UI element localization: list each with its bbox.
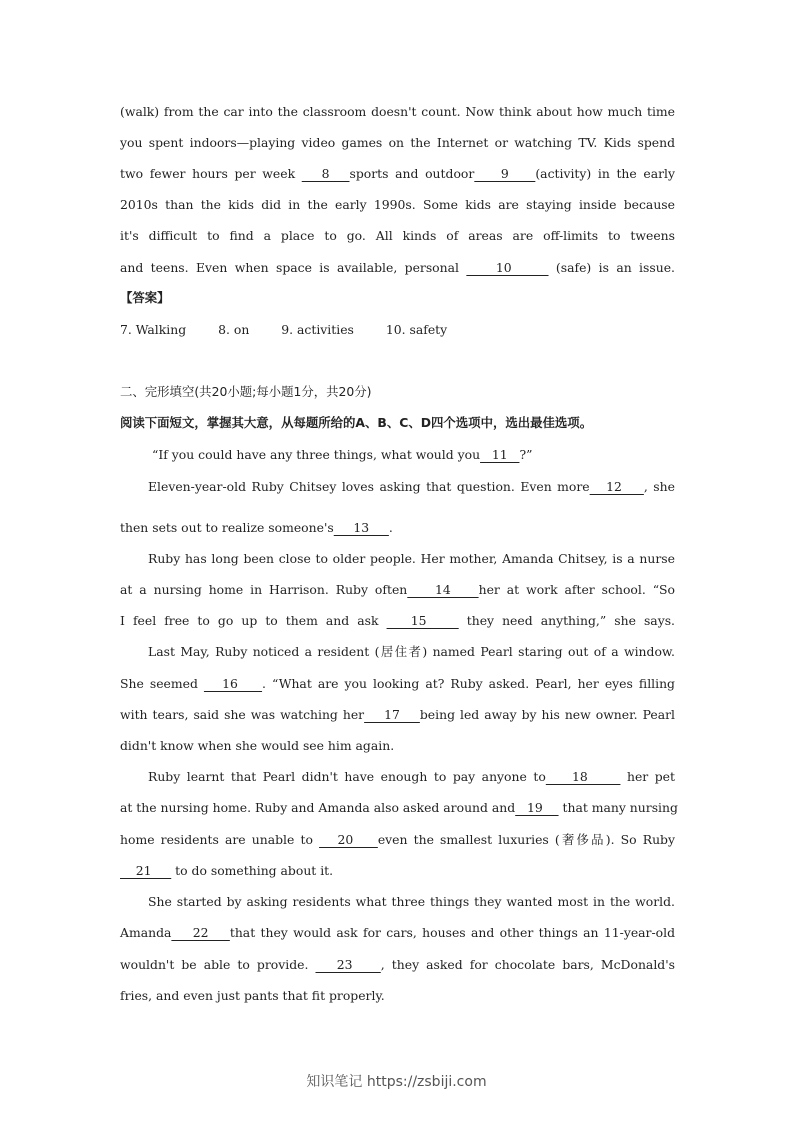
text-segment: “If you could have any three things, what would you: [152, 447, 481, 462]
text-segment: She seemed: [120, 676, 204, 691]
text-segment: being led away by his new owner. Pearl: [419, 707, 676, 722]
section2-title: 二、完形填空(共20小题;每小题1分，共20分): [120, 384, 372, 399]
passage1-line-3: [120, 166, 675, 182]
text-segment: Ruby has long been close to older people. Her mother, Amanda Chitsey, is a nurse: [148, 551, 675, 566]
passage1-line-6: [120, 260, 675, 276]
passage2-line-5: [120, 582, 675, 598]
text-segment: She started by asking residents what three things they wanted most in the world.: [148, 894, 675, 909]
passage2-line-1: [152, 447, 679, 463]
text-segment: with tears, said she was watching her: [120, 707, 365, 722]
passage2-line-14: [120, 863, 675, 879]
blank-13: 13: [333, 520, 389, 535]
passage2-line-6: [120, 613, 675, 629]
text-segment: even the smallest luxuries (奢侈品). So Ruby: [377, 832, 675, 847]
passage2-line-2: [148, 479, 675, 495]
blank-17: 17: [364, 707, 420, 722]
answer-10: 10. safety: [385, 322, 448, 337]
blank-9: 9: [474, 166, 536, 181]
answer-9: 9. activities: [281, 322, 354, 337]
passage2-line-4: [148, 551, 675, 567]
text-segment: that they would ask for cars, houses and other things an 11-year-old: [229, 925, 675, 940]
text-segment: didn't know when she would see him again.: [120, 738, 395, 753]
blank-14: 14: [407, 582, 479, 597]
text-segment: they need anything,” she says.: [458, 613, 675, 628]
text-segment: home residents are unable to: [120, 832, 320, 847]
text-segment: Amanda: [120, 925, 172, 940]
passage2-line-15: [148, 894, 675, 910]
passage2-line-11: [148, 769, 675, 785]
text-segment: her at work after school. “So: [478, 582, 675, 597]
text-segment: 2010s than the kids did in the early 1990s. Some kids are staying inside because: [120, 197, 675, 212]
passage1-line-5: [120, 228, 675, 244]
text-segment: sports and outdoor: [349, 166, 475, 181]
blank-20: 20: [319, 832, 378, 847]
text-segment: you spent indoors—playing video games on the Internet or watching TV. Kids spend: [120, 135, 675, 150]
passage2-line-7: [148, 644, 675, 660]
text-segment: (activity) in the early: [535, 166, 675, 181]
text-segment: fries, and even just pants that fit properly.: [120, 988, 385, 1003]
answer-8: 8. on: [218, 322, 250, 337]
text-segment: her pet: [620, 769, 675, 784]
text-segment: wouldn't be able to provide.: [120, 957, 316, 972]
passage1-line-1: [120, 104, 675, 120]
blank-11: 11: [480, 447, 520, 462]
blank-10: 10: [466, 260, 549, 275]
text-segment: at a nursing home in Harrison. Ruby often: [120, 582, 408, 597]
blank-19: 19: [515, 800, 559, 815]
blank-12: 12: [589, 479, 644, 494]
passage1-line-4: [120, 197, 675, 213]
blank-18: 18: [545, 769, 621, 784]
passage2-line-16: [120, 925, 675, 941]
text-segment: , they asked for chocolate bars, McDonald's: [380, 957, 675, 972]
text-segment: .: [388, 520, 393, 535]
passage1-line-2: [120, 135, 675, 151]
passage2-line-13: [120, 832, 675, 848]
blank-21: 21: [120, 863, 172, 878]
passage2-line-9: [120, 707, 675, 723]
footer-watermark: 知识笔记 https://zsbiji.com: [306, 1074, 487, 1090]
passage2-line-3: [120, 520, 675, 536]
blank-22: 22: [171, 925, 230, 940]
blank-8: 8: [301, 166, 350, 181]
text-segment: Ruby learnt that Pearl didn't have enough to pay anyone to: [148, 769, 546, 784]
text-segment: at the nursing home. Ruby and Amanda also asked around and: [120, 800, 516, 815]
text-segment: to do something about it.: [171, 863, 334, 878]
blank-23: 23: [315, 957, 381, 972]
passage2-line-8: [120, 676, 675, 692]
text-segment: . “What are you looking at? Ruby asked. Pearl, her eyes filling: [262, 676, 675, 691]
answer-heading: 【答案】: [120, 290, 170, 305]
text-segment: then sets out to realize someone's: [120, 520, 334, 535]
passage2-line-12: [120, 800, 678, 816]
text-segment: two fewer hours per week: [120, 166, 302, 181]
text-segment: it's difficult to find a place to go. All kinds of areas are off-limits to tweens: [120, 228, 675, 243]
text-segment: (walk) from the car into the classroom doesn't count. Now think about how much time: [120, 104, 675, 119]
passage2-line-17: [120, 957, 675, 973]
text-segment: Eleven-year-old Ruby Chitsey loves asking that question. Even more: [148, 479, 590, 494]
text-segment: Last May, Ruby noticed a resident (居住者) named Pearl staring out of a window.: [148, 644, 675, 659]
answers-line: [120, 322, 675, 338]
blank-16: 16: [203, 676, 263, 691]
passage2-line-10: [120, 738, 675, 754]
text-segment: and teens. Even when space is available, personal: [120, 260, 467, 275]
passage2-line-18: [120, 988, 675, 1004]
text-segment: I feel free to go up to them and ask: [120, 613, 387, 628]
section2-instruction: 阅读下面短文，掌握其大意，从每题所给的A、B、C、D四个选项中，选出最佳选项。: [120, 415, 593, 430]
text-segment: (safe) is an issue.: [548, 260, 675, 275]
answer-7: 7. Walking: [120, 322, 187, 337]
text-segment: ?”: [519, 447, 533, 462]
text-segment: , she: [643, 479, 675, 494]
text-segment: that many nursing: [558, 800, 678, 815]
blank-15: 15: [386, 613, 459, 628]
